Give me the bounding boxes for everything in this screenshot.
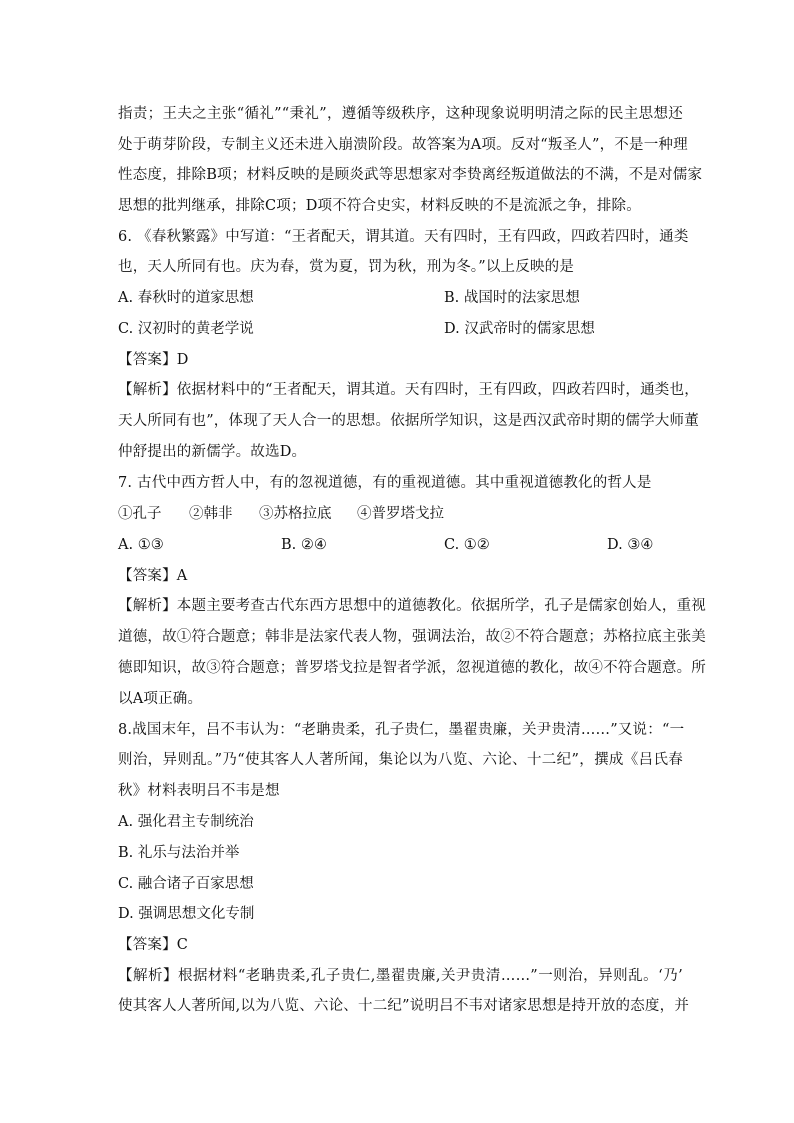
q8-option-c: C. 融合诸子百家思想 [118,876,254,892]
q6-option-c: C. 汉初时的黄老学说 [118,321,254,337]
q8-stem-line-1: 8.战国末年，吕不韦认为：“老聃贵柔，孔子贵仁，墨翟贵廉，关尹贵清……”又说：“一 [118,722,685,738]
prev-explanation-line-2: 处于萌芽阶段，专制主义还未进入崩溃阶段。故答案为A项。反对“叛圣人”，不是一种理 [118,137,688,153]
q8-option-d: D. 强调思想文化专制 [118,906,255,922]
q7-option-d: D. ③④ [607,537,654,553]
q6-option-a: A. 春秋时的道家思想 [118,290,254,306]
q7-option-b: B. ②④ [281,537,327,553]
q8-option-b: B. 礼乐与法治并举 [118,845,240,861]
q7-item-4: ④普罗塔戈拉 [357,506,444,522]
q6-stem-line-2: 也，天人所同有也。庆为春，赏为夏，罚为秋，刑为冬。”以上反映的是 [118,259,575,275]
q8-option-a: A. 强化君主专制统治 [118,814,254,830]
q8-answer: 【答案】C [118,937,189,953]
q6-option-b: B. 战国时的法家思想 [444,290,580,306]
q8-stem-line-3: 秋》材料表明吕不韦是想 [118,783,280,799]
q6-explanation-line-2: 天人所同有也”，体现了天人合一的思想。依据所学知识，这是西汉武帝时期的儒学大师董 [118,413,699,429]
q7-option-a: A. ①③ [118,537,164,553]
q6-explanation-line-3: 仲舒提出的新儒学。故选D。 [118,444,307,460]
q6-option-d: D. 汉武帝时的儒家思想 [444,321,595,337]
q7-explanation-line-4: 以A项正确。 [118,691,203,707]
q7-item-1: ①孔子 [118,506,162,522]
q7-explanation-line-1: 【解析】本题主要考查古代东西方思想中的道德教化。依据所学，孔子是儒家创始人，重视 [118,598,706,614]
q7-option-c: C. ①② [444,537,490,553]
q7-explanation-line-2: 道德，故①符合题意；韩非是法家代表人物，强调法治，故②不符合题意；苏格拉底主张美 [118,629,706,645]
q8-stem-line-2: 则治，异则乱。”乃“使其客人人著所闻，集论以为八览、六论、十二纪”，撰成《吕氏春 [118,752,683,768]
q8-explanation-line-1: 【解析】根据材料“老聃贵柔,孔子贵仁,墨翟贵廉,关尹贵清……”一则治，异则乱。‘乃’ [118,968,683,984]
prev-explanation-line-1: 指责；王夫之主张“循礼”“秉礼”，遵循等级秩序，这种现象说明明清之际的民主思想还 [118,106,683,122]
prev-explanation-line-3: 性态度，排除B项；材料反映的是顾炎武等思想家对李贽离经叛道做法的不满，不是对儒家 [118,167,703,183]
q7-item-2: ②韩非 [189,506,233,522]
q6-explanation-line-1: 【解析】依据材料中的“王者配天，谓其道。天有四时，王有四政，四政若四时，通类也， [118,382,699,398]
q7-explanation-line-3: 德即知识，故③符合题意；普罗塔戈拉是智者学派，忽视道德的教化，故④不符合题意。所 [118,660,706,676]
q6-stem-line-1: 6. 《春秋繁露》中写道：“王者配天，谓其道。天有四时，王有四政，四政若四时，通类 [118,229,689,245]
q6-answer: 【答案】D [118,352,189,368]
q7-stem: 7. 古代中西方哲人中，有的忽视道德，有的重视道德。其中重视道德教化的哲人是 [118,475,652,491]
q7-item-3: ③苏格拉底 [259,506,332,522]
prev-explanation-line-4: 思想的批判继承，排除C项；D项不符合史实，材料反映的不是流派之争，排除。 [118,198,641,214]
q7-answer: 【答案】A [118,568,188,584]
q8-explanation-line-2: 使其客人人著所闻,以为八览、六论、十二纪”说明吕不韦对诸家思想是持开放的态度，并 [118,998,690,1014]
